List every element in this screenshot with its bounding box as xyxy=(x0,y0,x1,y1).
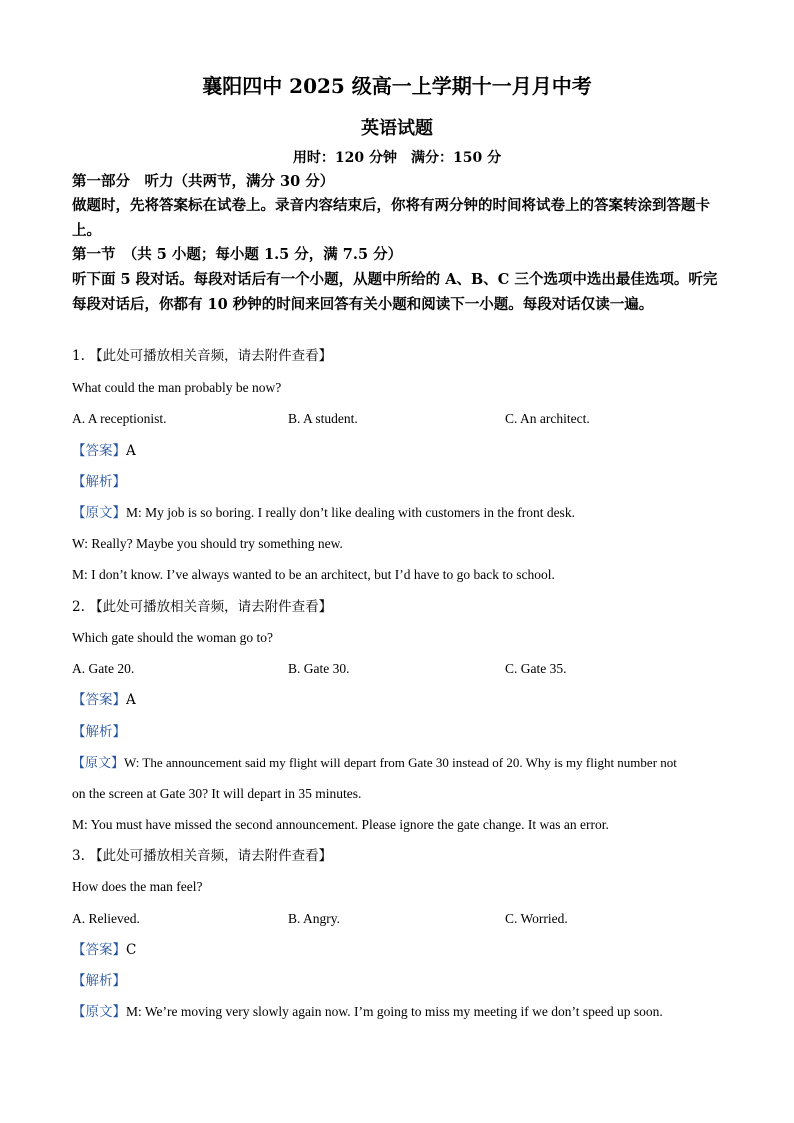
original-label: 【原文】 xyxy=(72,505,126,520)
exam-title: 襄阳四中 2025 级高一上学期十一月月中考 xyxy=(202,74,592,98)
answer-label: 【答案】 xyxy=(72,692,126,708)
answer-value: C xyxy=(126,942,137,958)
question-2-transcript-line: on the screen at Gate 30? It will depart in 35 minutes. xyxy=(72,786,362,801)
question-3-option-c: C. Worried. xyxy=(505,911,568,926)
question-1-header: 1. 【此处可播放相关音频，请去附件查看】 xyxy=(72,348,333,364)
question-2-option-b: B. Gate 30. xyxy=(288,661,350,676)
question-3-prompt: How does the man feel? xyxy=(72,879,203,894)
original-label: 【原文】 xyxy=(72,755,125,770)
question-1-option-c: C. An architect. xyxy=(505,411,590,426)
exam-subject: 英语试题 xyxy=(361,118,433,139)
question-1-prompt: What could the man probably be now? xyxy=(72,380,282,395)
question-3-answer xyxy=(72,941,136,959)
section1-note: 听下面 5 段对话。每段对话后有一个小题，从题中所给的 A、B、C 三个选项中选出最佳选项。听完每段对话后，你都有 10 秒钟的时间来回答有关小题和阅读下一小题。每段对话仅读一遍。 xyxy=(72,271,718,313)
question-2-header: 2. 【此处可播放相关音频，请去附件查看】 xyxy=(72,599,333,615)
section1-heading: 第一节 （共 5 小题；每小题 1.5 分，满 7.5 分） xyxy=(72,246,403,263)
question-2-option-a: A. Gate 20. xyxy=(72,661,135,676)
question-1-transcript-line: W: Really? Maybe you should try something new. xyxy=(72,536,343,551)
question-3-analysis xyxy=(72,972,126,990)
question-2-option-c: C. Gate 35. xyxy=(505,661,567,676)
question-3-option-b: B. Angry. xyxy=(288,911,341,926)
part1-note: 做题时，先将答案标在试卷上。录音内容结束后，你将有两分钟的时间将试卷上的答案转涂到答题卡上。 xyxy=(72,197,710,239)
question-2-prompt: Which gate should the woman go to? xyxy=(72,630,273,645)
answer-label: 【答案】 xyxy=(72,443,126,459)
question-1-transcript-line: 【原文】M: My job is so boring. I really don’t like dealing with customers in the front desk. xyxy=(72,505,575,520)
question-1-answer xyxy=(72,442,136,460)
question-2-transcript-line: 【原文】W: The announcement said my flight will depart from Gate 30 instead of 20. Why is my flight number not xyxy=(72,755,677,770)
question-3-transcript-line: 【原文】M: We’re moving very slowly again now. I’m going to miss my meeting if we don’t speed up soon. xyxy=(72,1004,663,1019)
answer-value: A xyxy=(126,443,136,459)
question-2-answer xyxy=(72,691,136,709)
question-3-option-a: A. Relieved. xyxy=(72,911,140,926)
exam-meta: 用时：120 分钟 满分：150 分 xyxy=(292,150,502,166)
question-1-transcript-line: M: I don’t know. I’ve always wanted to be an architect, but I’d have to go back to school. xyxy=(72,567,555,582)
question-2-analysis xyxy=(72,723,126,741)
question-1-option-b: B. A student. xyxy=(288,411,358,426)
question-1-analysis xyxy=(72,473,126,491)
part1-heading: 第一部分 听力（共两节，满分 30 分） xyxy=(72,173,335,190)
question-3-header: 3. 【此处可播放相关音频，请去附件查看】 xyxy=(72,848,333,864)
analysis-label: 【解析】 xyxy=(72,973,126,989)
analysis-label: 【解析】 xyxy=(72,724,126,740)
answer-label: 【答案】 xyxy=(72,942,126,958)
answer-value: A xyxy=(126,692,136,708)
original-label: 【原文】 xyxy=(72,1004,126,1019)
question-2-transcript-line: M: You must have missed the second announcement. Please ignore the gate change. It was an error. xyxy=(72,817,609,832)
analysis-label: 【解析】 xyxy=(72,474,126,490)
question-1-option-a: A. A receptionist. xyxy=(72,411,167,426)
